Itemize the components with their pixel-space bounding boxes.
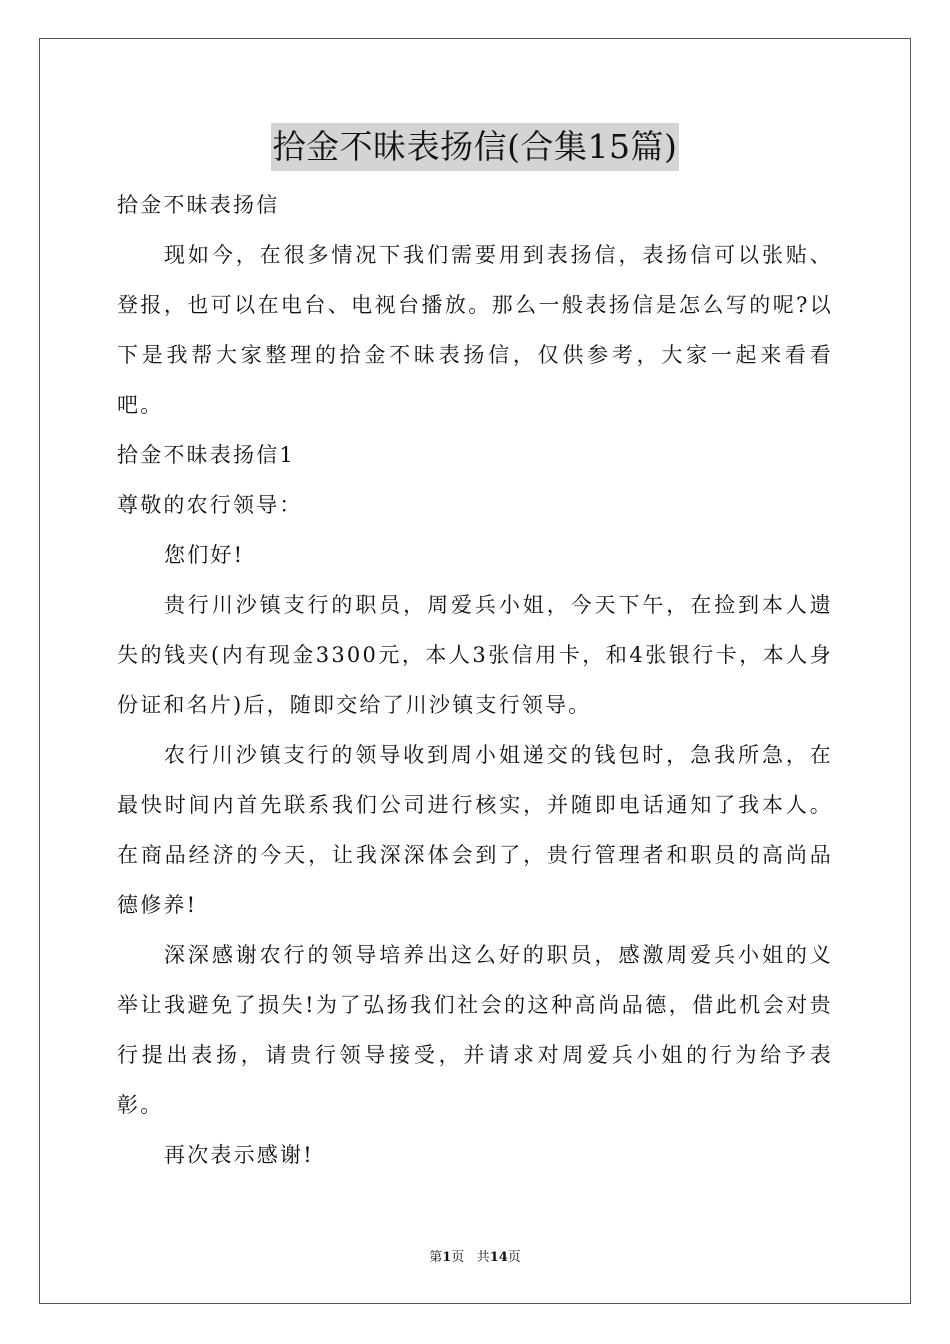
footer-total-pages: 14 (489, 1250, 508, 1265)
document-title: 拾金不昧表扬信(合集15篇) (271, 123, 680, 171)
paragraph-body-2: 农行川沙镇支行的领导收到周小姐递交的钱包时，急我所急，在最快时间内首先联系我们公司进行核实，并随即电话通知了我本人。在商品经济的今天，让我深深体会到了，贵行管理者和职员的高尚品德修养! (117, 743, 833, 917)
paragraph-letter-title: 拾金不昧表扬信1 (117, 443, 295, 467)
paragraph-greeting: 您们好! (164, 543, 245, 567)
paragraph-closing: 再次表示感谢! (164, 1143, 314, 1167)
paragraph-intro: 现如今，在很多情况下我们需要用到表扬信，表扬信可以张贴、登报，也可以在电台、电视台播放。那么一般表扬信是怎么写的呢?以下是我帮大家整理的拾金不昧表扬信，仅供参考，大家一起来看看吧。 (117, 243, 833, 417)
footer-page-prefix: 第 (429, 1250, 443, 1265)
footer-total-prefix: 共 (476, 1250, 490, 1265)
document-body (117, 180, 833, 1180)
footer-page-number: 1 (442, 1250, 452, 1265)
footer-page-suffix: 页 (451, 1250, 465, 1265)
paragraph-body-3: 深深感谢农行的领导培养出这么好的职员，感激周爱兵小姐的义举让我避免了损失!为了弘扬我们社会的这种高尚品德，借此机会对贵行提出表扬，请贵行领导接受，并请求对周爱兵小姐的行为给予表彰。 (117, 943, 833, 1117)
paragraph-heading: 拾金不昧表扬信 (117, 193, 280, 217)
title-container (0, 123, 950, 171)
page-footer (0, 1246, 950, 1265)
paragraph-body-1: 贵行川沙镇支行的职员，周爱兵小姐，今天下午，在捡到本人遗失的钱夹(内有现金3300元，本人3张信用卡，和4张银行卡，本人身份证和名片)后，随即交给了川沙镇支行领导。 (117, 593, 833, 717)
footer-total-suffix: 页 (507, 1250, 521, 1265)
paragraph-salutation: 尊敬的农行领导： (117, 493, 303, 517)
